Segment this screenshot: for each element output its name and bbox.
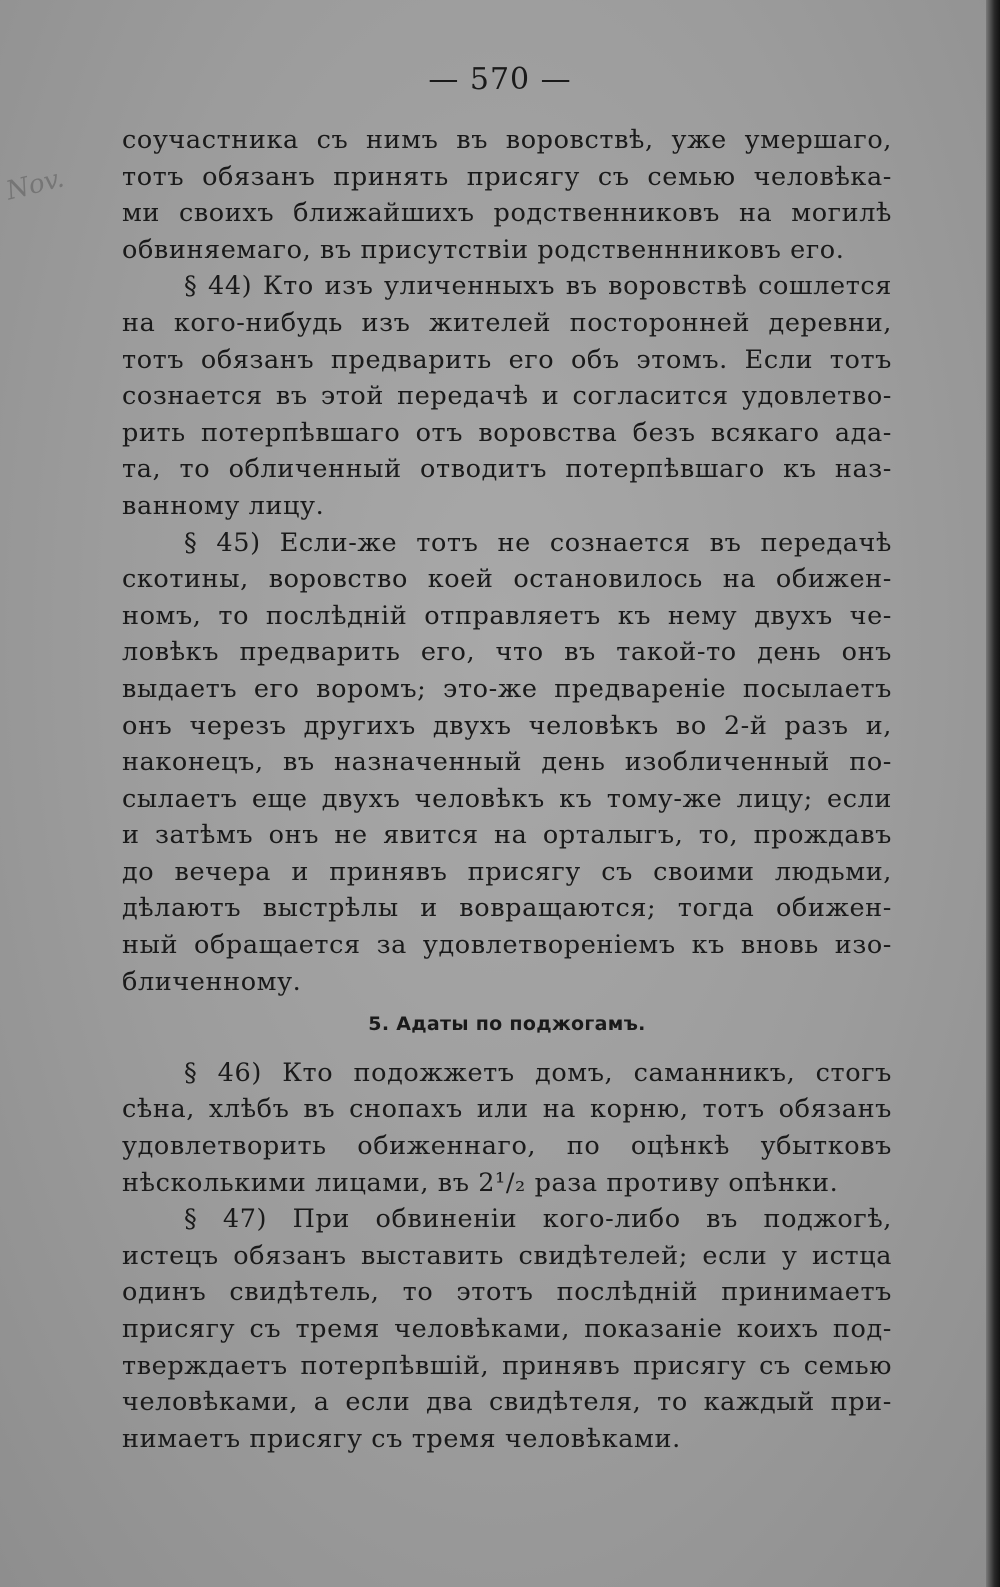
text-line: § 46) Кто подожжетъ домъ, саманникъ, стогъ [184, 1057, 892, 1088]
paragraph-section-44 [122, 268, 892, 524]
section-heading: 5. Адаты по поджогамъ. [368, 1013, 646, 1036]
text-line: на кого-нибудь изъ жителей посторонней деревни, [122, 307, 892, 338]
paragraph-section-45 [122, 525, 892, 1001]
text-line: сознается въ этой передачѣ и согласится удовлетво- [122, 381, 892, 412]
text-line: ванному лицу. [122, 490, 325, 521]
text-line: присягу съ тремя человѣками, показаніе коихъ под- [122, 1314, 892, 1344]
text-line: сѣна, хлѣбъ въ снопахъ или на корню, тотъ обязанъ [122, 1094, 892, 1125]
text-line: нѣсколькими лицами, въ 2¹/₂ раза противу опѣнки. [122, 1167, 839, 1198]
text-line: сылаетъ еще двухъ человѣкъ къ тому-же лицу; если [122, 783, 892, 814]
text-line: § 44) Кто изъ уличенныхъ въ воровствѣ сошлется [184, 271, 892, 302]
text-line: выдаетъ его воромъ; это-же предвареніе посылаетъ [122, 673, 892, 704]
text-line: скотины, воровство коей остановилось на обижен- [122, 564, 892, 595]
text-line: номъ, то послѣдній отправляетъ къ нему двухъ че- [122, 600, 892, 631]
text-line: наконецъ, въ назначенный день изобличенный по- [122, 747, 892, 778]
text-line: онъ черезъ другихъ двухъ человѣкъ во 2-й разъ и, [122, 710, 892, 741]
text-line: ми своихъ ближайшихъ родственниковъ на могилѣ [122, 198, 892, 229]
text-line: ный обращается за удовлетвореніемъ къ вновь изо- [122, 930, 892, 961]
page-number: — 570 — [428, 62, 572, 97]
paragraph-section-47 [122, 1201, 892, 1457]
text-line: § 47) При обвиненіи кого-либо въ поджогѣ, [184, 1204, 892, 1235]
text-line: одинъ свидѣтель, то этотъ послѣдній принимаетъ [122, 1277, 892, 1308]
text-line: тотъ обязанъ принять присягу съ семью человѣка- [122, 161, 892, 192]
text-line: § 45) Если-же тотъ не сознается въ передачѣ [184, 527, 892, 558]
text-line: до вечера и принявъ присягу съ своими людьми, [122, 856, 892, 887]
page-edge-shadow [986, 0, 1000, 1587]
text-line: удовлетворить обиженнаго, по оцѣнкѣ убытковъ [122, 1131, 892, 1162]
text-line: обвиняемаго, въ присутствіи родственнниковъ его. [122, 234, 845, 265]
text-line: дѣлаютъ выстрѣлы и вовращаются; тогда обижен- [122, 893, 892, 924]
text-line: соучастника съ нимъ въ воровствѣ, уже умершаго, [122, 125, 892, 155]
text-line: та, то обличенный отводитъ потерпѣвшаго къ наз- [122, 454, 892, 485]
text-line: и затѣмъ онъ не явится на орталыгъ, то, прождавъ [122, 820, 892, 851]
margin-handwritten-note: Nov. [3, 163, 68, 207]
body-text [122, 122, 892, 1457]
text-line: бличенному. [122, 966, 302, 997]
text-line: рить потерпѣвшаго отъ воровства безъ всякаго ада- [122, 417, 892, 448]
text-line: нимаетъ присягу съ тремя человѣками. [122, 1423, 681, 1454]
text-line: истецъ обязанъ выставить свидѣтелей; если у истца [122, 1240, 892, 1271]
paragraph-section-46 [122, 1055, 892, 1201]
text-line: тверждаетъ потерпѣвшій, принявъ присягу съ семью [122, 1350, 892, 1381]
text-line: ловѣкъ предварить его, что въ такой-то день онъ [122, 637, 892, 668]
text-line: человѣками, а если два свидѣтеля, то каждый при- [122, 1387, 892, 1418]
text-line: тотъ обязанъ предварить его объ этомъ. Если тотъ [122, 344, 892, 375]
paragraph-continuation [122, 122, 892, 268]
